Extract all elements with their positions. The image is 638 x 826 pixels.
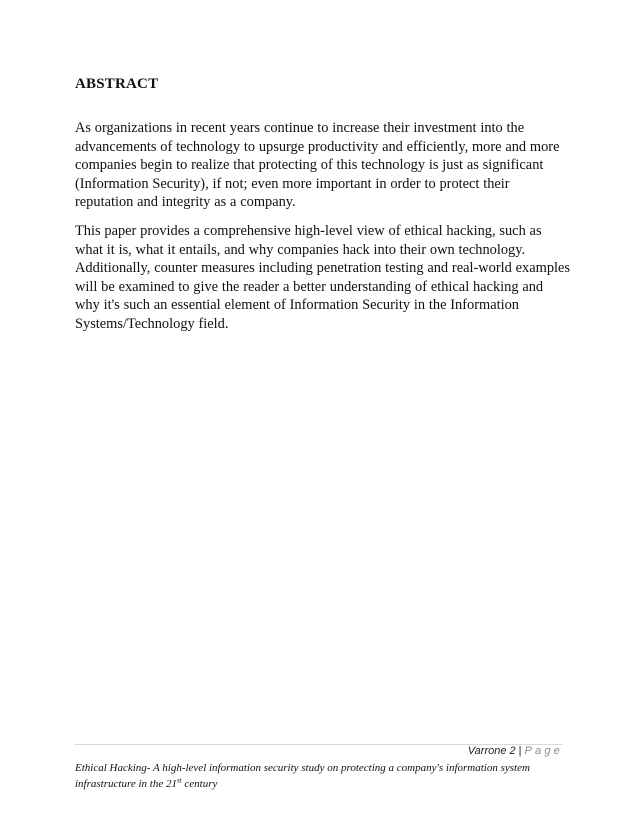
page-number	[468, 745, 563, 757]
page-separator: |	[518, 745, 522, 757]
footer-title-superscript: st	[176, 776, 182, 785]
page-label: Page	[524, 745, 563, 757]
author-page-number: Varrone 2	[467, 745, 516, 757]
footer-title-text: Ethical Hacking- A high-level information security study on protecting a company's information system infrastructure in the 21	[75, 762, 530, 790]
footer-document-title	[75, 760, 565, 792]
abstract-paragraph-1: As organizations in recent years continue to increase their investment into the advancements of technology to upsurge productivity and efficiently, more and more companies begin to realize that protecting of this technology is just as significant (Information Security), if not; even more important in order to protect their reputation and integrity as a company.	[75, 120, 560, 211]
section-heading: ABSTRACT	[75, 76, 159, 92]
footer-title-end: century	[181, 778, 218, 790]
abstract-paragraph-2: This paper provides a comprehensive high-level view of ethical hacking, such as what it is, what it entails, and why companies hack into their own technology. Additionally, counter measures including penetration testing and real-world examples will be examined to give the reader a better understanding of ethical hacking and why it's such an essential element of Information Security in the Information Systems/Technology field.	[75, 223, 570, 332]
